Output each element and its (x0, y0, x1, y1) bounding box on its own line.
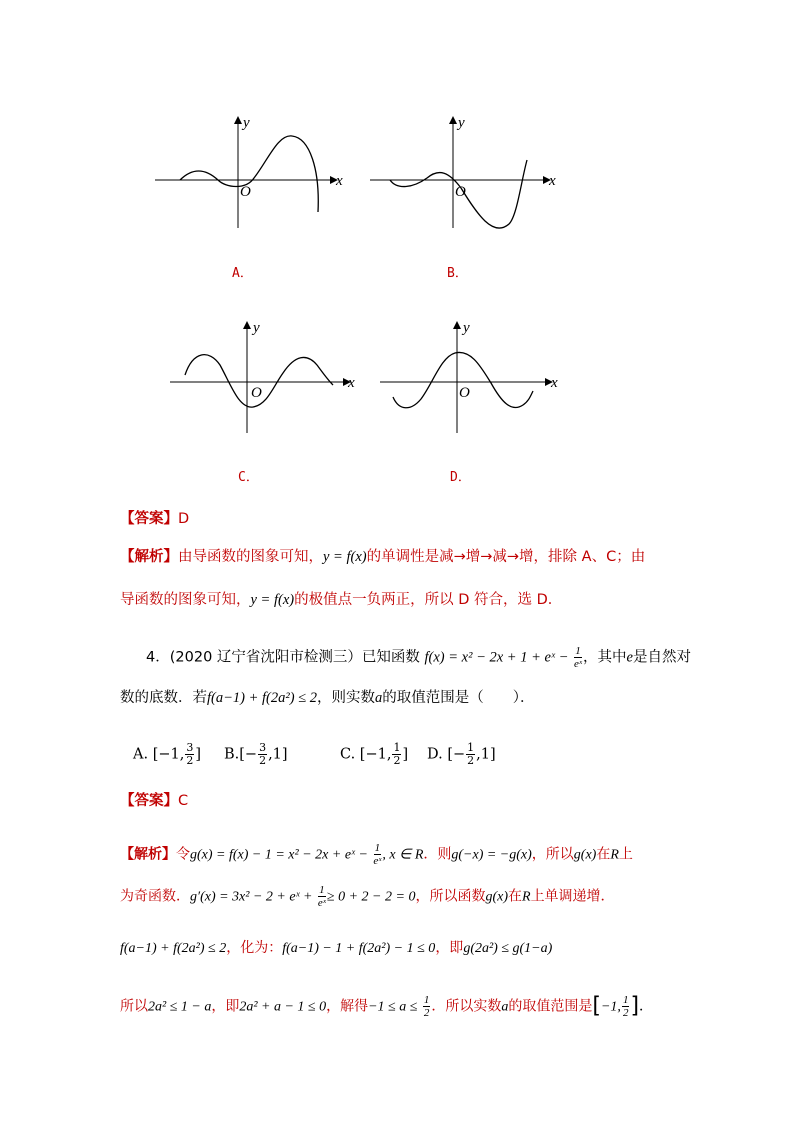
x-axis-label: x (549, 173, 556, 189)
x-axis-label: x (348, 375, 355, 391)
q4-option-b[interactable]: B.[− $\frac{3}{2}$ ,1] (224, 741, 288, 767)
q4-option-a[interactable]: A. [−1, $\frac{3}{2}$ ] (133, 741, 202, 767)
graph-a-label: A． (232, 266, 253, 281)
q4-analysis-line1: 【解析】令g(x) = f(x) − 1 = x² − 2x + eˣ − $\frac{1}{\text{eˣ}}$ , x ∈ R．则g(−x) = −g(x)，所以g(x)在R上 (120, 842, 633, 867)
answer-value: D (178, 511, 190, 527)
q3-answer-line (120, 509, 189, 529)
graph-a-svg (150, 110, 350, 240)
math-expr: y = f(x) (323, 549, 367, 565)
bracket-right: ] (630, 993, 640, 1019)
origin-label: O (459, 385, 470, 401)
math-expr: g(x) = f(x) − 1 = x² − 2x + eˣ − (190, 847, 368, 863)
bracket-left: [ (592, 993, 601, 1019)
y-axis-label: y (463, 320, 470, 336)
x-axis-label: x (336, 173, 343, 189)
x-axis-label: x (551, 375, 558, 391)
analysis-text: 的单调性是减→增→减→增，排除 A、C；由 (366, 549, 646, 565)
answer-value: C (178, 793, 189, 809)
graph-b (365, 110, 565, 240)
answer-tag: 【答案】 (120, 793, 178, 809)
y-axis-label: y (458, 115, 465, 131)
graph-d-svg (375, 315, 575, 445)
analysis-text: 由导函数的图象可知， (178, 549, 323, 565)
q4-analysis-line2: 为奇函数．g′(x) = 3x² − 2 + eˣ + $\frac{1}{\text{eˣ}}$ ≥ 0 + 2 − 2 = 0，所以函数g(x)在R上单调递增． (120, 884, 615, 909)
analysis-text: 导函数的图象可知， (120, 592, 251, 608)
q4-stem-line2: 数的底数．若f(a−1) + f(2a²) ≤ 2，则实数a的取值范围是（ ）． (120, 690, 535, 706)
graph-c-svg (165, 315, 365, 445)
q4-stem-line1: 4．(2020 辽宁省沈阳市检测三）已知函数 f(x) = x² − 2x + 1 + eˣ − $\frac{1}{\text{eˣ}}$ ，其中e是自然对 (146, 645, 691, 670)
q4-analysis-line3: f(a−1) + f(2a²) ≤ 2，化为：f(a−1) − 1 + f(2a²) − 1 ≤ 0，即g(2a²) ≤ g(1−a) (120, 940, 553, 956)
math-var: e (626, 649, 633, 666)
origin-label: O (455, 184, 466, 200)
y-axis-label: y (243, 115, 250, 131)
q4-option-c[interactable]: C. [−1, $\frac{1}{2}$ ] (340, 741, 409, 767)
math-expr: y = f(x) (250, 592, 295, 608)
math-expr: g′(x) = 3x² − 2 + eˣ + (190, 889, 313, 905)
origin-label: O (251, 385, 262, 401)
question-source: (2020 辽宁省沈阳市检测三）已知函数 (169, 649, 420, 666)
analysis-tag: 【解析】 (120, 549, 178, 565)
q4-answer-line (120, 791, 188, 811)
math-expr: f(x) = x² − 2x + 1 + eˣ − (424, 649, 569, 666)
q3-analysis-line2 (120, 590, 562, 610)
analysis-text: 的极值点一负两正，所以 D 符合，选 D． (294, 592, 563, 608)
graph-b-svg (365, 110, 565, 240)
graph-d-label: D． (450, 470, 471, 485)
answer-tag: 【答案】 (120, 511, 178, 527)
graph-c-label: C． (238, 470, 259, 485)
graph-a (150, 110, 350, 240)
math-expr: 2a² ≤ 1 − a (148, 999, 212, 1015)
math-var: a (375, 690, 383, 706)
graph-c (165, 315, 365, 445)
graph-d (375, 315, 575, 445)
math-expr: f(a−1) + f(2a²) ≤ 2 (120, 941, 227, 956)
q4-option-d[interactable]: D. [− $\frac{1}{2}$ ,1] (427, 741, 496, 767)
y-axis-label: y (253, 320, 260, 336)
q4-analysis-line4: 所以2a² ≤ 1 − a，即2a² + a − 1 ≤ 0，解得−1 ≤ a ≤ $\frac{1}{2}$ ．所以实数a的取值范围是[−1, $\frac{1}{2}$ ]． (120, 993, 654, 1019)
q3-analysis-line1 (120, 547, 645, 567)
question-number: 4． (146, 649, 170, 666)
math-expr: f(a−1) + f(2a²) ≤ 2 (207, 690, 317, 706)
origin-label: O (240, 184, 251, 200)
fraction: $\frac{1}{\text{eˣ}}$ (574, 645, 583, 670)
graph-b-label: B． (447, 266, 468, 281)
analysis-tag: 【解析】 (120, 846, 176, 863)
